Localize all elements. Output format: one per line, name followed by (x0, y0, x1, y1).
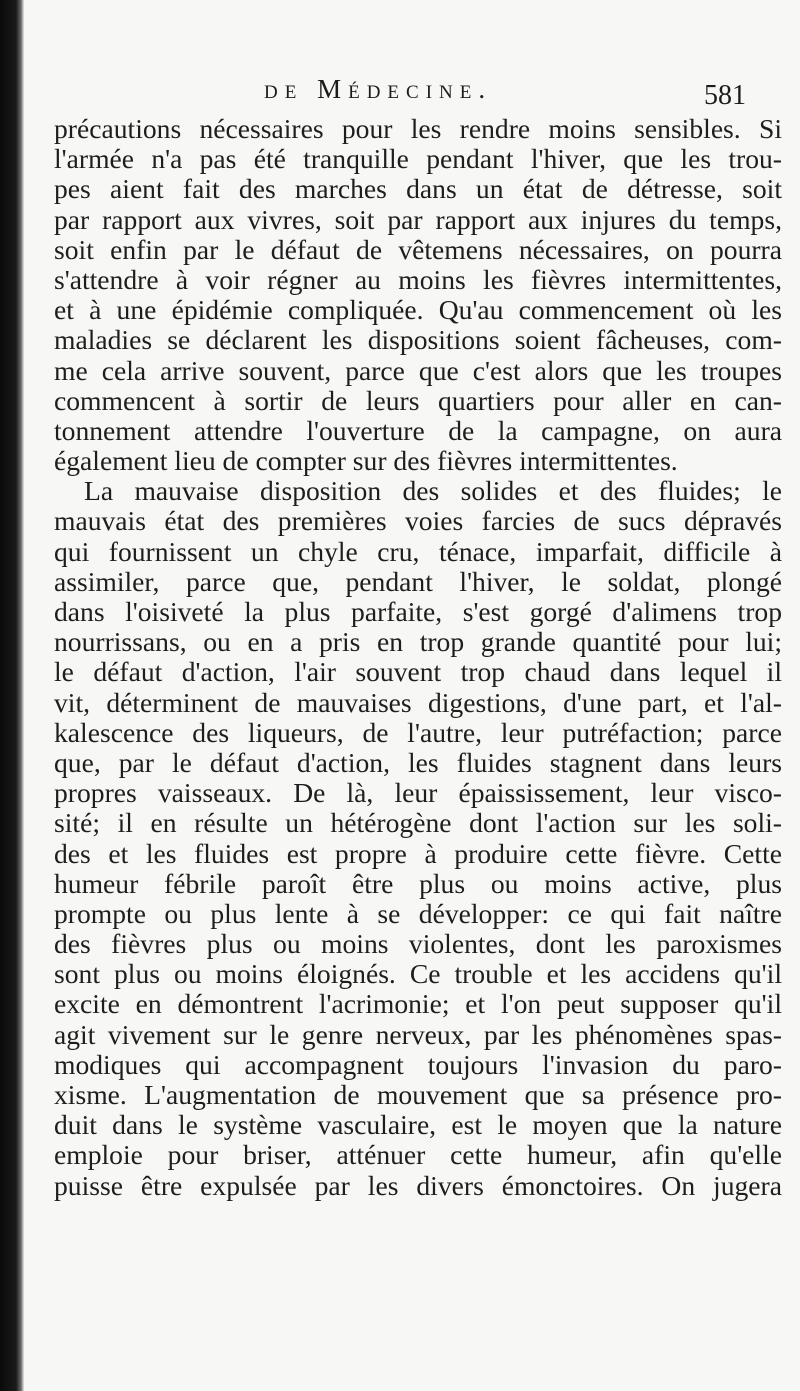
paragraph-1 (54, 114, 782, 476)
text-line: duit dans le système vasculaire, est le moyen que la nature (54, 1109, 782, 1141)
text-line: me cela arrive souvent, parce que c'est alors que les troupes (54, 354, 782, 386)
text-line: mauvais état des premières voies farcies de sucs dépravés (54, 505, 782, 537)
text-line: commencent à sortir de leurs quartiers pour aller en can- (54, 384, 782, 416)
page-number: 581 (704, 80, 746, 111)
scan-edge (0, 0, 24, 1391)
text-line: La mauvaise disposition des solides et des fluides; le (84, 475, 782, 507)
text-line: emploie pour briser, atténuer cette humeur, afin qu'elle (54, 1139, 782, 1171)
text-line: dans l'oisiveté la plus parfaite, s'est gorgé d'alimens trop (54, 596, 782, 627)
text-line: modiques qui accompagnent toujours l'invasion du paro- (54, 1048, 782, 1080)
text-line: pes aient fait des marches dans un état de détresse, soit (54, 173, 782, 205)
text-line: tonnement attendre l'ouverture de la campagne, on aura (54, 414, 782, 446)
text-line: sont plus ou moins éloignés. Ce trouble et les accidens qu'il (54, 958, 782, 990)
text-line: agit vivement sur le genre nerveux, par les phénomènes spas- (54, 1018, 782, 1050)
text-line: que, par le défaut d'action, les fluides stagnent dans leurs (54, 746, 782, 778)
text-line: prompte ou plus lente à se développer: ce qui fait naître (54, 897, 782, 929)
text-line: par rapport aux vivres, soit par rapport aux injures du temps, (54, 203, 782, 235)
text-line: également lieu de compter sur des fièvres intermittentes. (54, 445, 678, 477)
text-line: le défaut d'action, l'air souvent trop chaud dans lequel il (54, 656, 782, 688)
text-line: propres vaisseaux. De là, leur épaississement, leur visco- (54, 777, 782, 809)
text-line: maladies se déclarent les dispositions soient fâcheuses, com- (54, 324, 782, 356)
text-line: assimiler, parce que, pendant l'hiver, le soldat, plongé (54, 565, 782, 597)
text-line: soit enfin par le défaut de vêtemens nécessaires, on pourra (54, 233, 782, 265)
body-text (54, 114, 782, 1201)
text-line: l'armée n'a pas été tranquille pendant l'hiver, que les trou- (54, 143, 782, 175)
text-line: qui fournissent un chyle cru, ténace, imparfait, difficile à (54, 535, 782, 567)
text-line: vit, déterminent de mauvaises digestions, d'une part, et l'al- (54, 686, 782, 718)
text-line: des fièvres plus ou moins violentes, dont les paroxismes (54, 928, 782, 960)
text-line: sité; il en résulte un hétérogène dont l'action sur les soli- (54, 807, 782, 839)
text-line: s'attendre à voir régner au moins les fièvres intermittentes, (54, 263, 782, 295)
text-line: et à une épidémie compliquée. Qu'au commencement où les (54, 294, 782, 326)
text-line: des et les fluides est propre à produire cette fièvre. Cette (54, 837, 782, 869)
text-line: puisse être expulsée par les divers émonctoires. On jugera (54, 1169, 782, 1201)
book-page (24, 0, 800, 1391)
text-line: précautions nécessaires pour les rendre moins sensibles. Si (54, 113, 782, 144)
text-line: nourrissans, ou en a pris en trop grande quantité pour lui; (54, 626, 782, 658)
running-head: de Médecine. (264, 74, 493, 104)
paragraph-2 (54, 476, 782, 1201)
text-line: kalescence des liqueurs, de l'autre, leur putréfaction; parce (54, 716, 782, 748)
text-line: humeur fébrile paroît être plus ou moins active, plus (54, 867, 782, 899)
text-line: xisme. L'augmentation de mouvement que sa présence pro- (54, 1079, 782, 1110)
text-line: excite en démontrent l'acrimonie; et l'on peut supposer qu'il (54, 988, 782, 1020)
